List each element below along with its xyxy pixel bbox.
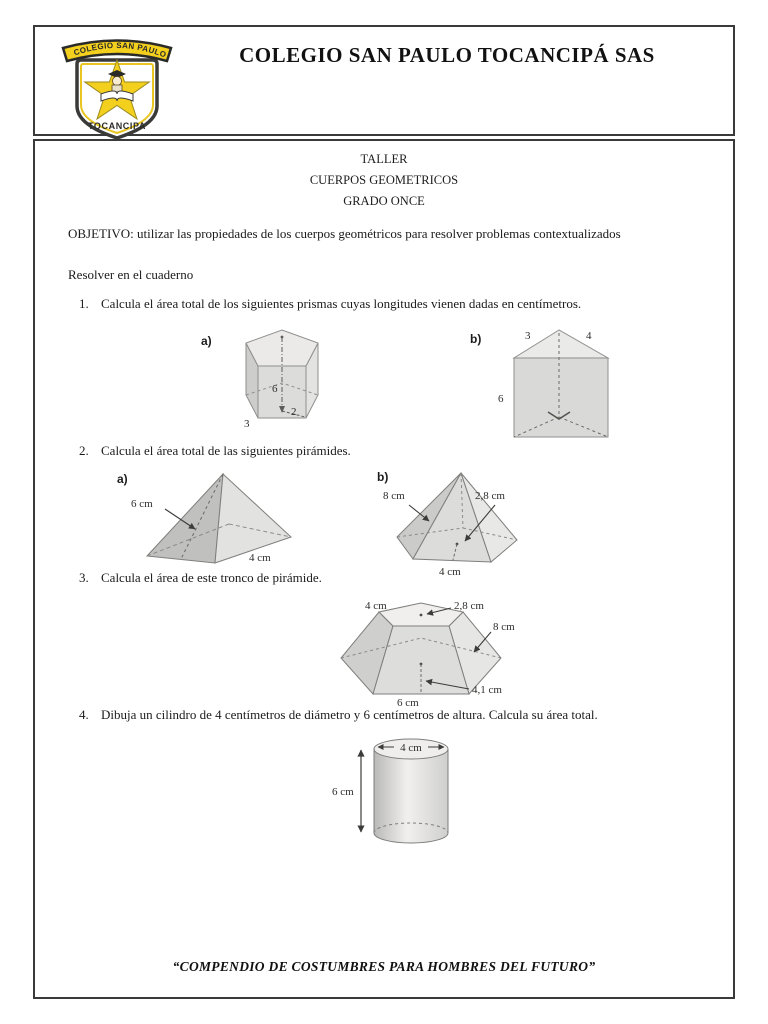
school-name-title: COLEGIO SAN PAULO TOCANCIPÁ SAS bbox=[239, 43, 655, 67]
question-4-text: Dibuja un cilindro de 4 centímetros de diámetro y 6 centímetros de altura. Calcula su área total. bbox=[101, 707, 598, 722]
question-1 bbox=[79, 296, 703, 312]
question-3-text: Calcula el área de este tronco de pirámide. bbox=[101, 570, 322, 585]
prism-a-height-label: 6 bbox=[272, 383, 278, 395]
figure-1a-label: a) bbox=[201, 334, 212, 348]
frustum-slant-label: 8 cm bbox=[493, 621, 515, 633]
frustum-bottom-edge-label: 6 cm bbox=[397, 697, 419, 708]
frustum-top-apothem-label: 2,8 cm bbox=[454, 600, 484, 612]
worksheet-body bbox=[33, 139, 735, 999]
question-2-number: 2. bbox=[79, 443, 89, 458]
figure-2b-label: b) bbox=[377, 470, 389, 484]
pyramid-b-apothem-label: 2,8 cm bbox=[475, 490, 505, 502]
question-1-text: Calcula el área total de los siguientes prismas cuyas longitudes vienen dadas en centímetros. bbox=[101, 296, 582, 311]
question-4 bbox=[79, 707, 703, 723]
prism-b-right-edge-label: 4 bbox=[586, 330, 592, 342]
header bbox=[33, 25, 735, 136]
frustum-bottom-apothem-label: 4,1 cm bbox=[472, 684, 502, 696]
question-2 bbox=[79, 443, 703, 459]
figure-pentagonal-pyramid bbox=[373, 465, 538, 582]
figure-pentagonal-prism bbox=[187, 327, 362, 435]
question-3-number: 3. bbox=[79, 570, 89, 585]
question-2-text: Calcula el área total de las siguientes pirámides. bbox=[101, 443, 351, 458]
figure-1b-label: b) bbox=[470, 332, 482, 346]
pyramid-a-base-label: 4 cm bbox=[249, 552, 271, 564]
school-logo-icon bbox=[57, 30, 177, 142]
question-3 bbox=[79, 570, 703, 586]
prism-a-base-label: 3 bbox=[244, 418, 250, 430]
pyramid-b-edge-label: 8 cm bbox=[383, 490, 405, 502]
figure-2a-label: a) bbox=[117, 472, 128, 486]
pyramid-b-base-label: 4 cm bbox=[439, 566, 461, 577]
cylinder-diameter-label: 4 cm bbox=[400, 742, 422, 754]
prism-a-apothem-label: 2 bbox=[291, 406, 297, 418]
objective-text: OBJETIVO: utilizar las propiedades de los cuerpos geométricos para resolver problemas contextualizados bbox=[68, 226, 621, 241]
question-4-number: 4. bbox=[79, 707, 89, 722]
logo-bottom-text: TOCANCIPA bbox=[87, 121, 147, 131]
title-grado: GRADO ONCE bbox=[343, 194, 425, 208]
question-1-number: 1. bbox=[79, 296, 89, 311]
footer-quote: “COMPENDIO DE COSTUMBRES PARA HOMBRES DEL FUTURO” bbox=[172, 959, 596, 974]
figure-triangular-prism bbox=[462, 325, 637, 448]
instruction-text: Resolver en el cuaderno bbox=[68, 267, 194, 282]
title-cuerpos: CUERPOS GEOMETRICOS bbox=[309, 173, 459, 187]
frustum-top-edge-label: 4 cm bbox=[365, 600, 387, 612]
prism-b-height-label: 6 bbox=[498, 393, 504, 405]
pyramid-a-slant-label: 6 cm bbox=[131, 498, 153, 510]
cylinder-height-label: 6 cm bbox=[332, 786, 354, 798]
title-taller: TALLER bbox=[360, 152, 408, 166]
figure-square-pyramid bbox=[111, 467, 301, 572]
figure-cylinder bbox=[331, 732, 466, 857]
title-block bbox=[35, 149, 733, 212]
figure-frustum bbox=[333, 596, 523, 713]
prism-b-left-edge-label: 3 bbox=[525, 330, 531, 342]
logo-banner-text: COLEGIO SAN PAULO bbox=[72, 40, 168, 60]
